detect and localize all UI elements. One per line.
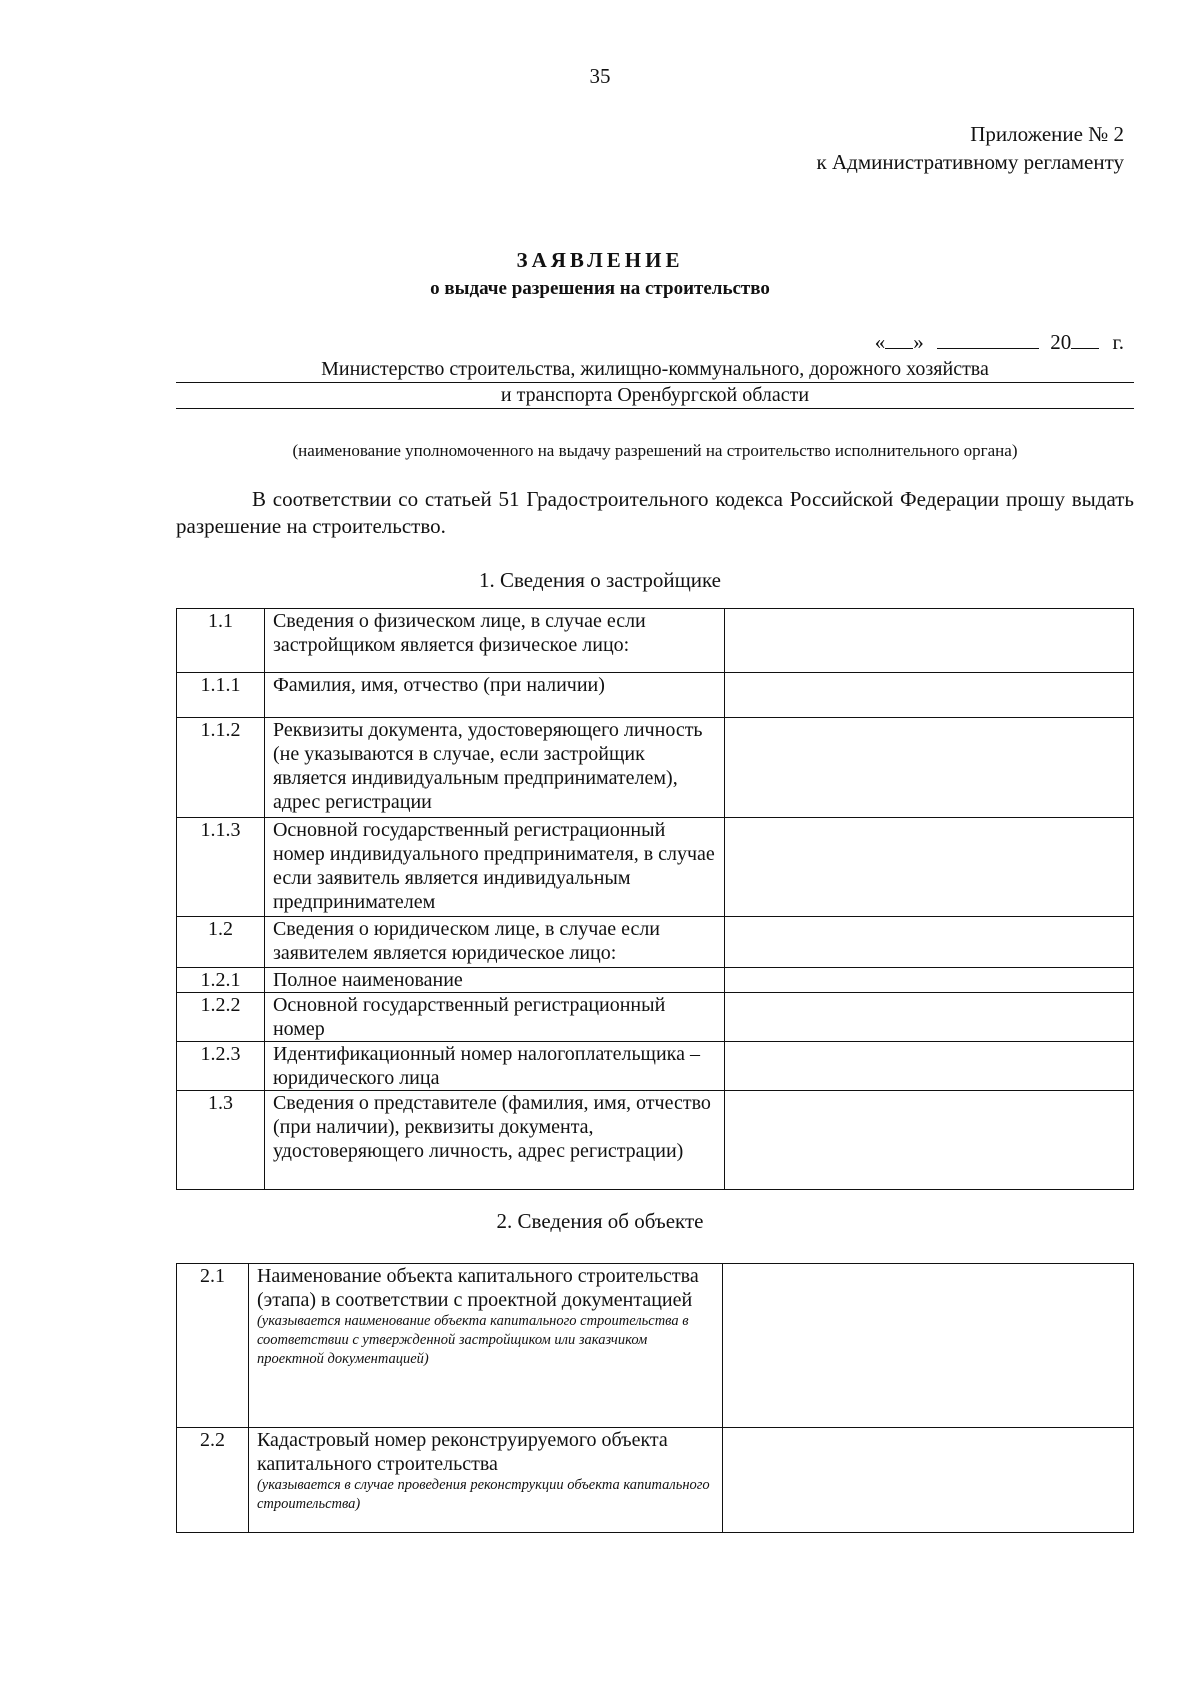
date-close-quote: » bbox=[913, 330, 924, 354]
row-label: Фамилия, имя, отчество (при наличии) bbox=[264, 673, 724, 718]
row-label: Сведения о юридическом лице, в случае если заявителем является юридическое лицо: bbox=[264, 917, 724, 968]
document-title: ЗАЯВЛЕНИЕ bbox=[516, 248, 684, 272]
organization-caption: (наименование уполномоченного на выдачу разрешений на строительство исполнительного органа) bbox=[292, 441, 1018, 460]
table-row bbox=[177, 968, 1134, 993]
year-prefix: 20 bbox=[1050, 330, 1072, 354]
row-number: 1.3 bbox=[177, 1091, 265, 1190]
row-number: 1.1.2 bbox=[177, 718, 265, 818]
table-row bbox=[177, 1428, 1134, 1533]
row-label: Основной государственный регистрационный номер индивидуального предпринимателя, в случае если заявитель является индивидуальным предпринимателем bbox=[264, 818, 724, 917]
page-number: 35 bbox=[589, 64, 611, 88]
day-blank-field[interactable] bbox=[885, 330, 913, 349]
appendix-line-1: Приложение № 2 bbox=[970, 122, 1124, 146]
table-row bbox=[177, 818, 1134, 917]
section-2-heading: 2. Сведения об объекте bbox=[496, 1209, 704, 1233]
table-row bbox=[177, 718, 1134, 818]
object-info-table bbox=[176, 1263, 1134, 1533]
row-label: Кадастровый номер реконструируемого объекта капитального строительства bbox=[256, 1429, 668, 1475]
date-line bbox=[875, 330, 1124, 355]
row-label: Идентификационный номер налогоплательщика – юридического лица bbox=[264, 1042, 724, 1091]
table-row bbox=[177, 609, 1134, 673]
row-label-cell bbox=[248, 1428, 722, 1533]
row-number: 1.2 bbox=[177, 917, 265, 968]
year-blank-field[interactable] bbox=[1071, 330, 1099, 349]
table-row bbox=[177, 993, 1134, 1042]
row-number: 1.2.3 bbox=[177, 1042, 265, 1091]
table-row bbox=[177, 1264, 1134, 1428]
year-suffix: г. bbox=[1112, 330, 1124, 354]
organization-line-2: и транспорта Оренбургской области bbox=[176, 384, 1134, 409]
row-value-field[interactable] bbox=[724, 609, 1133, 673]
row-label: Полное наименование bbox=[264, 968, 724, 993]
row-label: Основной государственный регистрационный номер bbox=[264, 993, 724, 1042]
document-subtitle: о выдаче разрешения на строительство bbox=[430, 278, 770, 299]
organization-line-1: Министерство строительства, жилищно-коммунального, дорожного хозяйства bbox=[176, 358, 1134, 383]
row-hint: (указывается в случае проведения реконструкции объекта капитального строительства) bbox=[256, 1477, 710, 1512]
appendix-line-2: к Административному регламенту bbox=[816, 150, 1124, 174]
row-number: 1.2.2 bbox=[177, 993, 265, 1042]
month-blank-field[interactable] bbox=[937, 330, 1039, 349]
row-value-field[interactable] bbox=[724, 917, 1133, 968]
row-value-field[interactable] bbox=[724, 1091, 1133, 1190]
appendix-note bbox=[817, 120, 1124, 176]
row-value-field[interactable] bbox=[724, 993, 1133, 1042]
developer-info-table bbox=[176, 608, 1134, 1190]
row-value-field[interactable] bbox=[722, 1264, 1133, 1428]
row-hint: (указывается наименование объекта капитального строительства в соответствии с утвержденной застройщиком или заказчиком проектной документацией) bbox=[256, 1313, 689, 1367]
table-row bbox=[177, 917, 1134, 968]
section-1-heading: 1. Сведения о застройщике bbox=[478, 568, 721, 592]
table-row bbox=[177, 1091, 1134, 1190]
row-number: 1.1 bbox=[177, 609, 265, 673]
row-value-field[interactable] bbox=[724, 673, 1133, 718]
row-number: 2.2 bbox=[177, 1428, 249, 1533]
row-number: 1.1.1 bbox=[177, 673, 265, 718]
row-number: 1.2.1 bbox=[177, 968, 265, 993]
row-number: 2.1 bbox=[177, 1264, 249, 1428]
table-row bbox=[177, 673, 1134, 718]
table-row bbox=[177, 1042, 1134, 1091]
row-value-field[interactable] bbox=[724, 1042, 1133, 1091]
row-value-field[interactable] bbox=[724, 818, 1133, 917]
row-value-field[interactable] bbox=[724, 718, 1133, 818]
row-label: Реквизиты документа, удостоверяющего личность (не указываются в случае, если застройщик является индивидуальным предпринимателем), адрес регистрации bbox=[264, 718, 724, 818]
row-label: Сведения о физическом лице, в случае если застройщиком является физическое лицо: bbox=[264, 609, 724, 673]
intro-paragraph: В соответствии со статьей 51 Градостроительного кодекса Российской Федерации прошу выдать разрешение на строительство. bbox=[176, 487, 1134, 538]
row-label-cell bbox=[248, 1264, 722, 1428]
row-label: Наименование объекта капитального строительства (этапа) в соответствии с проектной документацией bbox=[256, 1265, 699, 1311]
date-open-quote: « bbox=[874, 330, 886, 354]
row-label: Сведения о представителе (фамилия, имя, отчество (при наличии), реквизиты документа, удостоверяющего личность, адрес регистрации) bbox=[264, 1091, 724, 1190]
row-value-field[interactable] bbox=[722, 1428, 1133, 1533]
row-number: 1.1.3 bbox=[177, 818, 265, 917]
row-value-field[interactable] bbox=[724, 968, 1133, 993]
